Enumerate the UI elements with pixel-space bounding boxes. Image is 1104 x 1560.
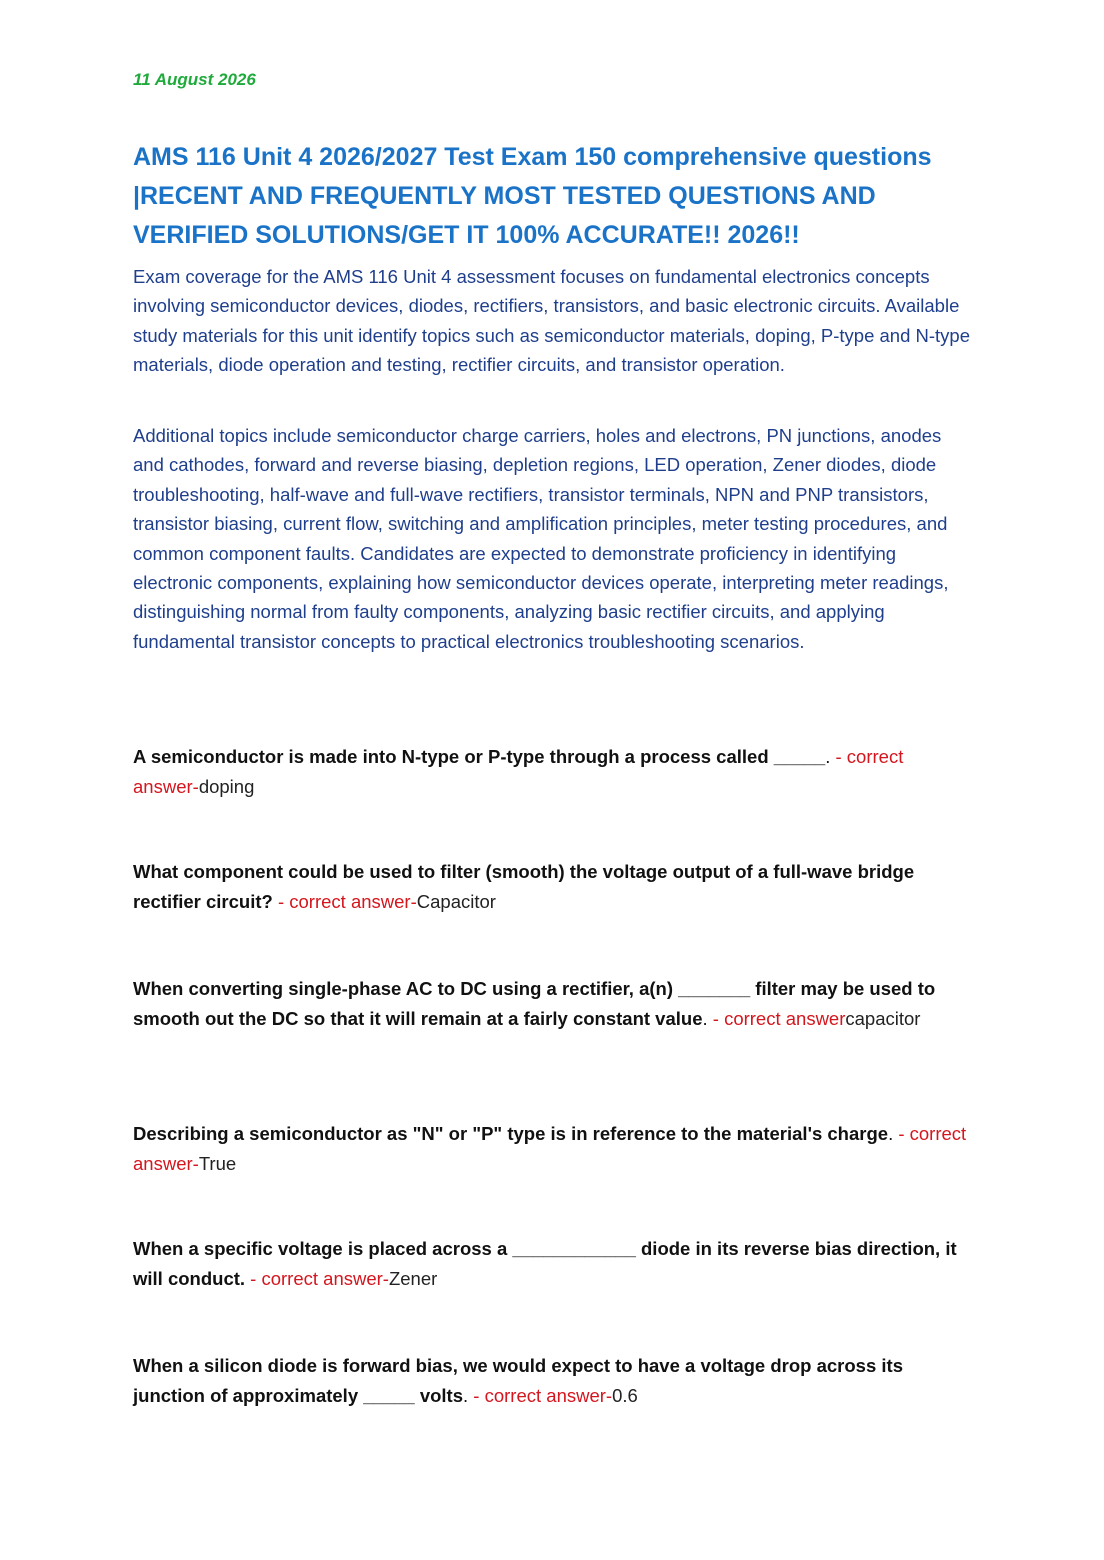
intro-paragraph: Additional topics include semiconductor charge carriers, holes and electrons, PN junctions, anodes and cathodes, forward and reverse biasing, depletion regions, LED operation, Zener diodes, diode troubleshooting, half-wave and full-wave rectifiers, transistor terminals, NPN and PNP transistors, transistor biasing, current flow, switching and amplification principles, meter testing procedures, and common component faults. Candidates are expected to demonstrate proficiency in identifying electronic components, explaining how semiconductor devices operate, interpreting meter readings, distinguishing normal from faulty components, analyzing basic rectifier circuits, and applying fundamental transistor concepts to practical electronics troubleshooting scenarios. xyxy=(133,425,949,652)
question-period: . xyxy=(702,1007,708,1029)
answer-text: capacitor xyxy=(845,1007,921,1029)
question-answer-item xyxy=(133,1351,973,1410)
correct-answer-label: - correct answer- xyxy=(245,1267,389,1289)
answer-text: 0.6 xyxy=(612,1384,638,1406)
correct-answer-label: - correct answer- xyxy=(468,1384,613,1406)
question-text: Describing a semiconductor as "N" or "P" type is in reference to the material's charge xyxy=(133,1123,889,1144)
correct-answer-label: - correct answer xyxy=(707,1007,846,1029)
answer-text: Capacitor xyxy=(416,890,496,912)
question-text: A semiconductor is made into N-type or P-type through a process called _____ xyxy=(133,746,826,767)
correct-answer-label: - correct answer- xyxy=(272,890,417,912)
question-period: . xyxy=(888,1123,894,1144)
correct-answer-label: - correct answer- xyxy=(133,1123,967,1174)
question-text: When a silicon diode is forward bias, we would expect to have a voltage drop across its junction of approximately _____ volts xyxy=(133,1355,903,1406)
question-answer-item xyxy=(133,974,973,1033)
question-text: When a specific voltage is placed across a ____________ diode in its reverse bias direction, it will conduct. xyxy=(133,1238,957,1289)
answer-text: doping xyxy=(198,775,255,797)
answer-text: Zener xyxy=(388,1267,438,1289)
question-answer-item xyxy=(133,1234,973,1293)
question-period: . xyxy=(463,1384,469,1406)
question-text: What component could be used to filter (smooth) the voltage output of a full-wave bridge rectifier circuit? xyxy=(133,861,915,912)
correct-answer-label: - correct answer- xyxy=(133,746,904,797)
question-answer-item xyxy=(133,857,973,916)
answer-text: True xyxy=(198,1152,237,1174)
intro-paragraph: Exam coverage for the AMS 116 Unit 4 assessment focuses on fundamental electronics concepts involving semiconductor devices, diodes, rectifiers, transistors, and basic electronic circuits. Available study materials for this unit identify topics such as semiconductor materials, doping, P-type and N-type materials, diode operation and testing, rectifier circuits, and transistor operation. xyxy=(133,266,970,376)
question-period: . xyxy=(825,746,831,767)
question-answer-item xyxy=(133,1119,973,1178)
document-title: AMS 116 Unit 4 2026/2027 Test Exam 150 comprehensive questions |RECENT AND FREQUENTLY MOST TESTED QUESTIONS AND VERIFIED SOLUTIONS/GET IT 100% ACCURATE!! 2026!! xyxy=(133,143,932,249)
document-date: 11 August 2026 xyxy=(133,70,256,89)
question-text: When converting single-phase AC to DC using a rectifier, a(n) _______ filter may be used to smooth out the DC so that it will remain at a fairly constant value xyxy=(133,978,936,1029)
question-answer-item xyxy=(133,742,973,801)
